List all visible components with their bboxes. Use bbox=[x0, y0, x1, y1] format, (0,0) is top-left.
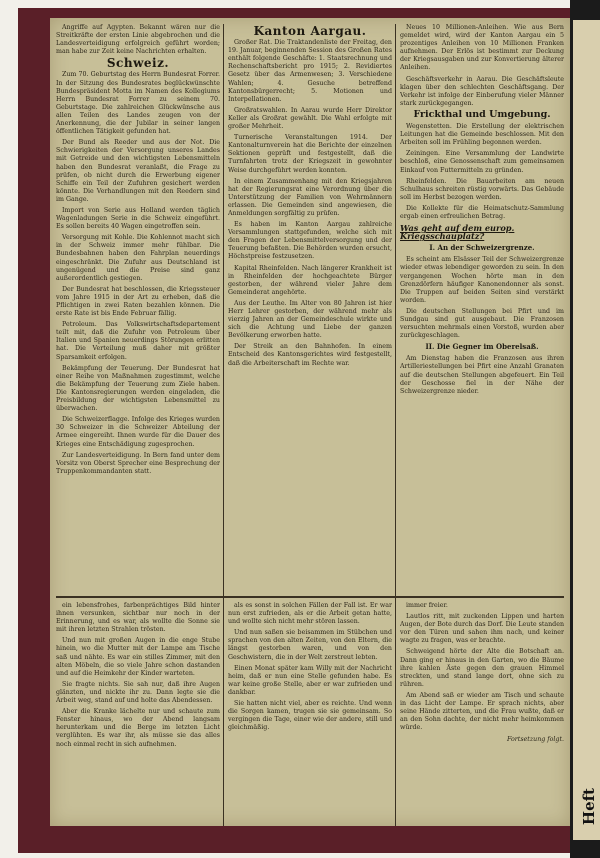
article-paragraph: Die Schweizerflagge. Infolge des Krieges wurden 30 Schweizer in die Schweizer Abteilung der Armee eingereiht. Ihnen wurde für die Dauer des Krieges eine Entschädigung zugesprochen. bbox=[56, 416, 220, 448]
story-paragraph: Am Abend saß er wieder am Tisch und schaute in das Licht der Lampe. Er sprach nichts, aber seine Hände zitterten, und die Frau wußte, daß er an den Sohn dachte, der nicht mehr heimkommen würde. bbox=[400, 691, 564, 732]
story-paragraph: Einen Monat später kam Willy mit der Nachricht heim, daß er nun eine Stelle gefunden habe. Es war keine große Stelle, aber er war zufrieden und dankbar. bbox=[228, 664, 392, 696]
subsection-title: I. An der Schweizergrenze. bbox=[429, 243, 535, 253]
story-paragraph: Sie hatten nicht viel, aber es reichte. Und wenn die Sorgen kamen, trugen sie sie gemeinsam. So vergingen die Tage, einer wie der andere, still und gleichmäßig. bbox=[228, 700, 392, 732]
feuilleton-column bbox=[400, 602, 564, 820]
column-rule bbox=[395, 24, 396, 826]
article-paragraph: Großer Rat. Die Traktandenliste der Freitag, den 19. Januar, beginnenden Session des Großen Rates enthält folgende Geschäfte: 1. Staatsrechnung und Rechenschaftsbericht pro 1915; 2. Revidiertes Gesetz über das Armenwesen; 3. Verschiedene Wahlen; 4. Gesuche betreffend Kantonsbürgerrecht; 5. Motionen und Interpellationen. bbox=[228, 39, 392, 103]
article-paragraph: Wegenstetten. Die Erstellung der elektrischen Leitungen hat die Gemeinde beschlossen. Mit den Arbeiten soll im Frühling begonnen werden. bbox=[400, 123, 564, 147]
next-page-fragment: Heft bbox=[580, 788, 598, 826]
article-paragraph: Es scheint am Elsässer Teil der Schweizergrenze wieder etwas lebendiger geworden zu sein. In den vergangenen Wochen hörte man in den Grenzdörfern häufiger Kanonendonner als sonst. Die Truppen auf beiden Seiten sind verstärkt worden. bbox=[400, 256, 564, 304]
article-paragraph: Neues 10 Millionen-Anleihen. Wie aus Bern gemeldet wird, wird der Kanton Aargau ein 5 prozentiges Anleihen von 10 Millionen Franken aufnehmen. Der Erlös ist bestimmt zur Deckung der Kriegsausgaben und zur Konvertierung älterer Anleihen. bbox=[400, 24, 564, 72]
story-paragraph: als es sonst in solchen Fällen der Fall ist. Er war nun erst zufrieden, als er die Arbeit getan hatte, und wollte sich nicht mehr stören lassen. bbox=[228, 602, 392, 626]
article-paragraph: Geschäftsverkehr in Aarau. Die Geschäftsleute klagen über den schlechten Geschäftsgang. Der Verkehr ist infolge der Einberufung vieler Männer stark zurückgegangen. bbox=[400, 75, 564, 107]
article-paragraph: Import von Serie aus Holland werden täglich Wagenladungen Serie in die Schweiz eingeführt. Es sollen bereits 40 Wagen eingetroffen sein. bbox=[56, 206, 220, 231]
story-paragraph: Aber die Kranke lächelte nur und schaute zum Fenster hinaus, wo der Abend langsam herunterkam und die Berge im letzten Licht verglühten. Es war ihr, als müsse sie das alles noch einmal recht in sich aufnehmen. bbox=[56, 708, 220, 748]
column-regional bbox=[400, 24, 564, 594]
article-paragraph: Der Streik an den Bahnhofen. In einem Entscheid des Kantonsgerichtes wird festgestellt, daß die Arbeiterschaft im Rechte war. bbox=[228, 343, 392, 367]
section-title-aargau: Kanton Aargau. bbox=[253, 24, 367, 38]
article-paragraph: Kapital Rheinfelden. Nach längerer Krankheit ist in Rheinfelden der hochgeachtete Bürger gestorben, der während vieler Jahre dem Gemeinderat angehörte. bbox=[228, 264, 392, 296]
feuilleton-column bbox=[56, 602, 220, 820]
story-paragraph: ein lebensfrohes, farbenprächtiges Bild hinter ihnen versunken, sichtbar nur noch in der Erinnerung, und es war, als wollte die Sonne sie mit ihren letzten Strahlen trösten. bbox=[56, 602, 220, 634]
next-page-strip bbox=[573, 20, 600, 840]
article-paragraph: Die Kollekte für die Heimatschutz-Sammlung ergab einen erfreulichen Betrag. bbox=[400, 204, 564, 220]
lead-paragraph: Angriffe auf Ägypten. Bekannt wären nur die Streitkräfte der ersten Linie abgebrochen und die Landesverteidigung erfolgreich geführt worden; man habe zur Zeit keine Nachrichten erhalten. bbox=[56, 24, 220, 56]
column-rule bbox=[223, 24, 224, 826]
subsection-title: II. Die Gegner im Oberelsaß. bbox=[425, 342, 539, 352]
feuilleton-rule bbox=[56, 596, 564, 598]
article-paragraph: Zeiningen. Eine Versammlung der Landwirte beschloß, eine Genossenschaft zum gemeinsamen Einkauf von Futtermitteln zu gründen. bbox=[400, 150, 564, 174]
war-question-title: Was geht auf dem europ. Kriegsschauplatz? bbox=[400, 223, 515, 242]
article-paragraph: Der Bundesrat hat beschlossen, die Kriegssteuer vom Jahre 1915 in der Art zu erheben, daß die Pflichtigen in zwei Raten bezahlen können. Die erste Rate ist bis Ende Februar fällig. bbox=[56, 285, 220, 318]
article-paragraph: Rheinfelden. Die Bauarbeiten am neuen Schulhaus schreiten rüstig vorwärts. Das Gebäude soll im Herbst bezogen werden. bbox=[400, 177, 564, 201]
article-paragraph: Am Dienstag haben die Franzosen aus ihren Artilleriestellungen bei Pfirt eine Anzahl Granaten auf die deutschen Stellungen abgefeuert. Ein Teil der Geschosse fiel in der Nähe der Schweizergrenze nieder. bbox=[400, 355, 564, 395]
feuilleton-column bbox=[228, 602, 392, 820]
story-paragraph: Schweigend hörte der Alte die Botschaft an. Dann ging er hinaus in den Garten, wo die Bäume ihre kahlen Äste gegen den grauen Himmel streckten, und stand lange dort, ohne sich zu rühren. bbox=[400, 648, 564, 688]
story-paragraph: Sie fragte nichts. Sie sah nur, daß ihre Augen glänzten, und nickte ihr zu. Dann legte sie die Arbeit weg, stand auf und holte das Abendessen. bbox=[56, 680, 220, 705]
continuation-note: Fortsetzung folgt. bbox=[506, 736, 564, 744]
column-schweiz bbox=[56, 24, 220, 594]
column-kanton-aargau bbox=[228, 24, 392, 594]
newspaper-page bbox=[50, 18, 570, 826]
article-paragraph: Die deutschen Stellungen bei Pfirt und im Sundgau sind gut ausgebaut. Die Franzosen versuchten mehrmals einen Vorstoß, wurden aber zurückgeschlagen. bbox=[400, 307, 564, 340]
section-title-schweiz: Schweiz. bbox=[106, 56, 170, 71]
article-paragraph: Bekämpfung der Teuerung. Der Bundesrat hat einer Reihe von Maßnahmen zugestimmt, welche die Bekämpfung der Teuerung zum Ziele haben. Die Kantonsregierungen werden eingeladen, die Preisbildung der wichtigsten Lebensmittel zu überwachen. bbox=[56, 364, 220, 413]
article-paragraph: In einem Zusammenhang mit den Kriegsjahren hat der Regierungsrat eine Verordnung über die Unterstützung der Familien von Wehrmännern erlassen. Die Gemeinden sind angewiesen, die Anmeldungen sorgfältig zu prüfen. bbox=[228, 177, 392, 217]
story-paragraph: immer freier. bbox=[406, 602, 448, 609]
article-paragraph: Zur Landesverteidigung. In Bern fand unter dem Vorsitz von Oberst Sprecher eine Besprechung der Truppenkommandanten statt. bbox=[56, 451, 220, 475]
article-paragraph: Es haben im Kanton Aargau zahlreiche Versammlungen stattgefunden, welche sich mit den Fragen der Lebensmittelversorgung und der Teuerung befaßten. Die Behörden wurden ersucht, Höchstpreise festzusetzen. bbox=[228, 221, 392, 261]
article-paragraph: Petroleum. Das Volkswirtschaftsdepartement teilt mit, daß die Zufuhr von Petroleum über Italien und Spanien neuerdings Störungen erlitten hat. Die Verteilung muß daher mit größter Sparsamkeit erfolgen. bbox=[56, 321, 220, 361]
story-paragraph: Und nun mit großen Augen in die enge Stube hinein, wo die Mutter mit der Lampe am Tische saß und nähte. Es war ein stilles Zimmer, mit den alten Möbeln, die so viele Jahre schon dastanden und auf die Heimkehr der Kinder warteten. bbox=[56, 637, 220, 677]
article-paragraph: Turnerische Veranstaltungen 1914. Der Kantonalturnverein hat die Berichte der einzelnen Sektionen geprüft und festgestellt, daß die Turnfahrten trotz der Kriegszeit in gewohnter Weise durchgeführt werden konnten. bbox=[228, 134, 392, 174]
section-title-frickthal: Frickthal und Umgebung. bbox=[413, 108, 551, 120]
article-paragraph: Der Bund als Reeder und aus der Not. Die Schwierigkeiten der Versorgung unseres Landes mit Getreide und den wichtigsten Lebensmitteln haben den Bundesrat veranlaßt, die Frage zu prüfen, ob nicht durch die Erwerbung eigener Schiffe ein Teil der Zufuhren gesichert werden könnte. Die Verhandlungen mit den Reedern sind im Gange. bbox=[56, 139, 220, 203]
article-paragraph: Großratswahlen. In Aarau wurde Herr Direktor Keller als Großrat gewählt. Die Wahl erfolgte mit großer Mehrheit. bbox=[228, 106, 392, 131]
story-paragraph: Und nun saßen sie beisammen im Stübchen und sprachen von den alten Zeiten, von den Eltern, die längst gestorben waren, und von den Geschwistern, die in der Welt zerstreut lebten. bbox=[228, 629, 392, 661]
article-paragraph: Versorgung mit Kohle. Die Kohlennot macht sich in der Schweiz immer mehr fühlbar. Die Bundesbahnen haben den Fahrplan neuerdings eingeschränkt. Die Zufuhr aus Deutschland ist ungenügend und die Preise sind ganz außerordentlich gestiegen. bbox=[56, 234, 220, 282]
story-paragraph: Lautlos ritt, mit zuckenden Lippen und harten Augen, der Bote durch das Dorf. Die Leute standen vor den Türen und sahen ihm nach, und keiner wagte zu fragen, was er brachte. bbox=[400, 613, 564, 645]
article-paragraph: Aus der Leuthe. Im Alter von 80 Jahren ist hier Herr Lehrer gestorben, der während mehr als vierzig Jahren an der Gemeindeschule wirkte und sich die Achtung und Liebe der ganzen Bevölkerung erworben hatte. bbox=[228, 299, 392, 340]
article-paragraph: Zum 70. Geburtstag des Herrn Bundesrat Forrer. In der Sitzung des Bundesrates beglückwünschte Bundespräsident Motta im Namen des Kollegiums Herrn Bundesrat Forrer zu seinem 70. Geburtstage. Die zahlreichen Glückwünsche aus allen Teilen des Landes zeugen von der Anerkennung, die der Jubilar in seiner langen öffentlichen Tätigkeit gefunden hat. bbox=[56, 71, 220, 136]
